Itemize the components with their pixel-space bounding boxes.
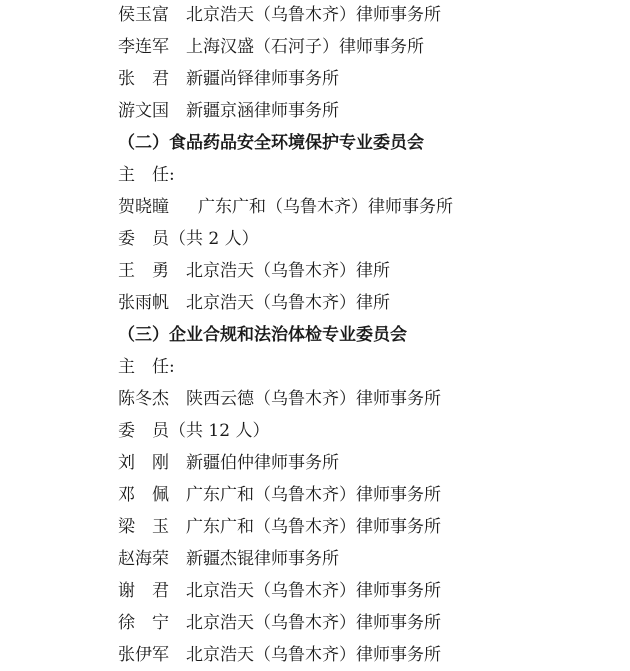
member-line: [118, 544, 339, 574]
member-name: 张雨帆: [118, 293, 169, 313]
member-name: 徐 宁: [118, 613, 169, 633]
member-firm: 北京浩天（乌鲁木齐）律所: [186, 261, 390, 281]
member-firm: 北京浩天（乌鲁木齐）律所: [186, 293, 390, 313]
member-name: 陈冬杰: [118, 389, 169, 409]
member-firm: 上海汉盛（石河子）律师事务所: [186, 37, 424, 57]
member-line: [118, 256, 390, 286]
member-name: 侯玉富: [118, 5, 169, 25]
role-heading: 委 员（共 2 人）: [118, 229, 259, 249]
member-firm: 北京浩天（乌鲁木齐）律师事务所: [186, 581, 441, 601]
member-name: 张 君: [118, 69, 169, 89]
member-firm: 北京浩天（乌鲁木齐）律师事务所: [186, 645, 441, 665]
member-name: 张伊军: [118, 645, 169, 665]
role-heading: 主 任:: [118, 357, 175, 377]
section-heading: （三）企业合规和法治体检专业委员会: [118, 325, 407, 345]
section-heading: （二）食品药品安全环境保护专业委员会: [118, 133, 424, 153]
member-line: [118, 0, 441, 30]
member-firm: 广东广和（乌鲁木齐）律师事务所: [198, 197, 453, 217]
member-firm: 广东广和（乌鲁木齐）律师事务所: [186, 485, 441, 505]
member-line: [118, 96, 339, 126]
member-line: [118, 640, 441, 670]
member-firm: 新疆京涵律师事务所: [186, 101, 339, 121]
member-name: 谢 君: [118, 581, 169, 601]
member-line: [118, 64, 339, 94]
member-firm: 陕西云德（乌鲁木齐）律师事务所: [186, 389, 441, 409]
member-name: 梁 玉: [118, 517, 169, 537]
member-line: [118, 512, 441, 542]
member-line: [118, 288, 390, 318]
member-name: 赵海荣: [118, 549, 169, 569]
member-firm: 北京浩天（乌鲁木齐）律师事务所: [186, 5, 441, 25]
member-line: [118, 480, 441, 510]
member-name: 李连军: [118, 37, 169, 57]
member-name: 刘 刚: [118, 453, 169, 473]
member-name: 游文国: [118, 101, 169, 121]
member-line: [118, 192, 453, 222]
member-firm: 北京浩天（乌鲁木齐）律师事务所: [186, 613, 441, 633]
member-line: [118, 576, 441, 606]
member-name: 王 勇: [118, 261, 169, 281]
member-firm: 新疆伯仲律师事务所: [186, 453, 339, 473]
role-heading: 委 员（共 12 人）: [118, 421, 270, 441]
member-firm: 新疆杰锟律师事务所: [186, 549, 339, 569]
role-heading: 主 任:: [118, 165, 175, 185]
member-line: [118, 384, 441, 414]
member-line: [118, 608, 441, 638]
member-firm: 新疆尚铎律师事务所: [186, 69, 339, 89]
member-name: 邓 佩: [118, 485, 169, 505]
member-firm: 广东广和（乌鲁木齐）律师事务所: [186, 517, 441, 537]
member-line: [118, 32, 424, 62]
member-line: [118, 448, 339, 478]
member-name: 贺晓瞳: [118, 197, 169, 217]
